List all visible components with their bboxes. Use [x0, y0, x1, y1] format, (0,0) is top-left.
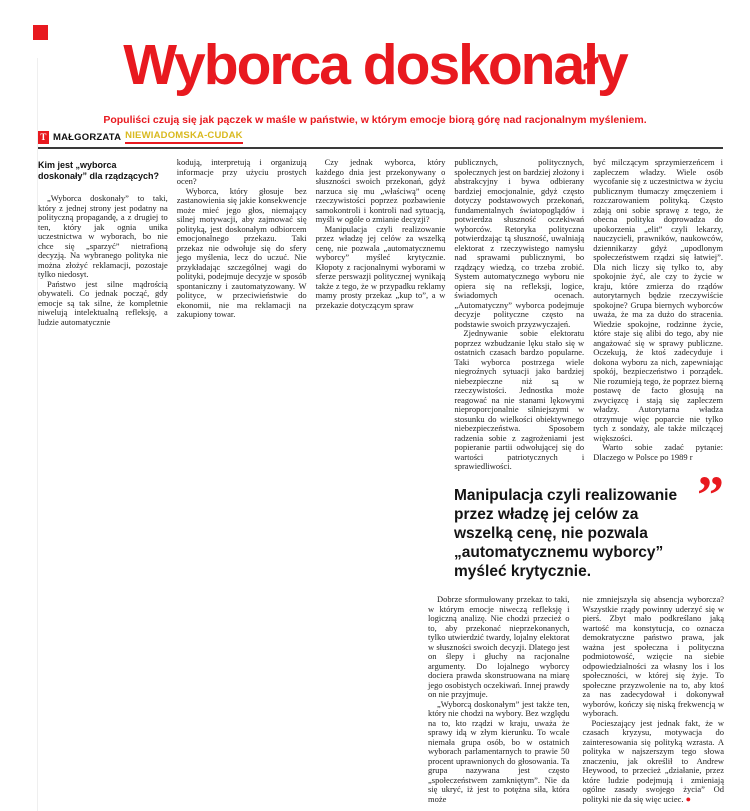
article-title: Wyborca doskonały: [123, 33, 627, 97]
bottom-column-right: [583, 595, 725, 804]
paragraph: nie zmniejszyła się absencja wyborcza? Wszystkie rządy powinny uderzyć się w pierś. Zbyt mało podkreślano jaką wartość ma konstytucja, co oznacza demokratyczne państwo prawa, jak ważna jest społeczna i polityczna podmiotowość, wzięcie na siebie odpowiedzialności za własny los i los społeczności, w której się żyje. To społeczne przyzwolenie na to, aby ktoś za nas zadecydował i dokonywał wyborów, kończy się niską frekwencją w wyborach.: [582, 594, 724, 718]
paragraph: Wyborca, który głosuje bez zastanowienia się jakie konsekwencje może mieć jego głos, niemający silnej motywacji, aby zajmować się polityką, jest doskonałym odbiorcem emocjonalnego przekazu. Taki przekaz nie odwołuje się do sfery jego myślenia, lecz do uczuć. Nie przykładając szczególnej wagi do polityki, podejmuje decyzje w sposób spontaniczny i zautomatyzowany. W polityce, w przeciwieństwie do ekonomii, nie ma reklamacji na zakupiony towar.: [176, 185, 307, 319]
paragraph: Manipulacja czyli realizowanie przez władzę jej celów za wszelką cenę, nie pozwala „automatycznemu wyborcy” myśleć krytycznie. Kłopoty z racjonalnymi wyborami w sferze perswazji politycznej wynikają także z tego, że w przypadku reklamy mamy prosty przekaz „kup to”, a w przekazie dotyczącym spraw: [315, 223, 446, 310]
column-4: [454, 158, 584, 472]
paragraph: [583, 719, 725, 805]
column-5: [593, 158, 723, 472]
paragraph: Dobrze sformułowany przekaz to taki, w którym emocje niweczą refleksję i logiczną analizę. Nie chodzi przecież o to, aby przekonać nieprzekonanych, tylko utwierdzić twardy, lojalny elektorat w słuszności swoich decyzji. Dlatego jest on ślepy i głuchy na racjonalne argumenty. Do lojalnego wyborcy dociera prawda skonstruowana na miarę jego osobistych oczekiwań. Innej prawdy on nie przyjmuje.: [428, 594, 570, 699]
bottom-section: [428, 465, 724, 804]
article-columns: [38, 158, 723, 472]
paragraph: Zjednywanie sobie elektoratu poprzez wzbudzanie lęku stało się w ostatnich czasach bardzo popularne. Taki wyborca postrzega wiele niegroźnych sytuacji jako bardziej niebezpieczne niż są w rzeczywistości. Jednostka może reagować na nie stanami lękowymi nieproporcjonalnie silniejszymi w stosunku do wielkości obiektywnego niebezpieczeństwa. Sposobem radzenia sobie z zagrożeniami jest popieranie partii odwołującej się do wartości patriotycznych i sprawiedliwości.: [454, 328, 585, 471]
column-2: [177, 158, 307, 472]
paragraph-text: Pocieszający jest jednak fakt, że w czasach kryzysu, motywacja do zainteresowania się polityką wzrasta. A polityka w najszerszym tego słowa znaczeniu, jak określił to Andrew Heywood, to przecież „działanie, przez które ludzie podejmują i zmieniają ogólne zasady swojego życia” Od polityki nie da się więc uciec.: [582, 717, 724, 804]
t-logo-icon: T: [38, 131, 49, 144]
paragraph: publicznych, politycznych, społecznych jest on bardziej złożony i abstrakcyjny i bywa odbierany bardziej emocjonalnie, gdyż często dotyczy podstawowych przekonań, fundamentalnych światopoglądów i potwierdza słuszność oczekiwań wyborców. Retoryka polityczna potwierdzając tą słuszność, uwalniają elektorat z rzeczywistego namysłu nad sprawami publicznymi, bo rządzący wiedzą, co trzeba zrobić. System automatycznego wyboru nie opiera się na refleksji, logice, świadomych ocenach. „Automatyczny” wyborca podejmuje decyzje polityczne często na podstawie swoich przyzwyczajeń.: [454, 157, 585, 329]
bottom-column-left: [428, 595, 570, 804]
byline: [38, 130, 243, 144]
byline-first-name: MAŁGORZATA: [53, 131, 122, 143]
paragraph: Czy jednak wyborca, który każdego dnia jest przekonywany o słuszności swoich przekonań, gdyż narzuca się mu „właściwą” ocenę rzeczywistości poprzez pozbawienie samokontroli i kontroli nad sytuacją, myśli w ogóle o zmianie decyzji?: [315, 157, 446, 224]
quote-mark-icon: ”: [697, 465, 724, 525]
bottom-columns: [428, 595, 724, 804]
column-1: [38, 158, 168, 472]
paragraph: być milczącym sprzymierzeńcem i zapleczem władzy. Wiele osób wycofanie się z uczestnictwa w życiu publicznym tłumaczy zmęczeniem i rozczarowaniem polityką. Często zdają oni sobie sprawę z tego, że obecna polityka doprowadza do upokorzenia „elit” czyli lekarzy, nauczycieli, prawników, naukowców, dziennikarzy gdyż „upodlonym społeczeństwem rządzi się łatwiej”. Dla nich liczy się tylko to, aby spokojnie żyć, ale czy to życie w kraju, które zmierza do rządów autorytarnych będzie rzeczywiście spokojne? Grupa biernych wyborców uważa, że ma za dużo do stracenia. Wiedzie spokojne, rodzinne życie, które staje się alibi do tego, aby nie angażować się w sprawy publiczne. Oczekują, że ktoś zadecyduje i dokona wyboru za nich, zapewniając spokój, bezpieczeństwo i porządek. Nie rozumieją tego, że poprzez bierną postawę de facto głosują na zwycięzcę i stają się zapleczem władzy. Autorytarna władza otrzymuje więc poparcie nie tylko tych z sondaży, ale także milczącej większości.: [593, 157, 723, 443]
column-3: [316, 158, 446, 472]
header-rule: [38, 147, 723, 149]
end-dot-icon: ●: [685, 793, 692, 804]
paragraph: „Wyborca doskonały” to taki, który z jednej strony jest podatny na polityczną propagandę, a z drugiej to ten, który jak ognia unika uczestnictwa w wyborach, bo nie chce się „sparzyć” nietrafioną decyzją. Na wybranego polityka nie można złożyć reklamacji, pozostaje tylko niedosyt.: [38, 193, 168, 279]
paragraph: kodują, interpretują i organizują informacje przy użyciu prostych ocen?: [176, 157, 307, 186]
pull-quote: [428, 465, 724, 581]
paragraph: „Wyborcą doskonałym” jest także ten, który nie chodzi na wybory. Bez względu na to, kto rządzi w kraju, uważa że sprawy idą w złym kierunku. To wcale niemała grupa osób, bo w ostatnich wyborach parlamentarnych to prawie 50 procent uprawnionych do głosowania. Ta grupa nazywana jest często „społeczeństwem zamkniętym”. Nie da się ukryć, iż jest to potężna siła, która może: [428, 698, 570, 804]
paragraph: Warto sobie zadać pytanie: Dlaczego w Polsce po 1989 r: [593, 442, 723, 462]
paragraph: Państwo jest silne mądrością obywateli. Co jednak począć, gdy emocje są tak silne, że kompletnie niwelują intelektualną refleksję, a ludzie automatycznie: [38, 278, 168, 327]
article-subtitle: Populiści czują się jak pączek w maśle w państwie, w którym emocje biorą górę nad racjonalnym myśleniem.: [103, 114, 647, 126]
byline-last-name: NIEWIADOMSKA-CUDAK: [125, 130, 243, 144]
pull-quote-text: Manipulacja czyli realizowanie przez władzę jej celów za wszelką cenę, nie pozwala „automatycznemu wyborcy” myśleć krytycznie.: [454, 487, 678, 580]
section-heading: Kim jest „wyborca doskonały” dla rządzących?: [38, 160, 160, 181]
